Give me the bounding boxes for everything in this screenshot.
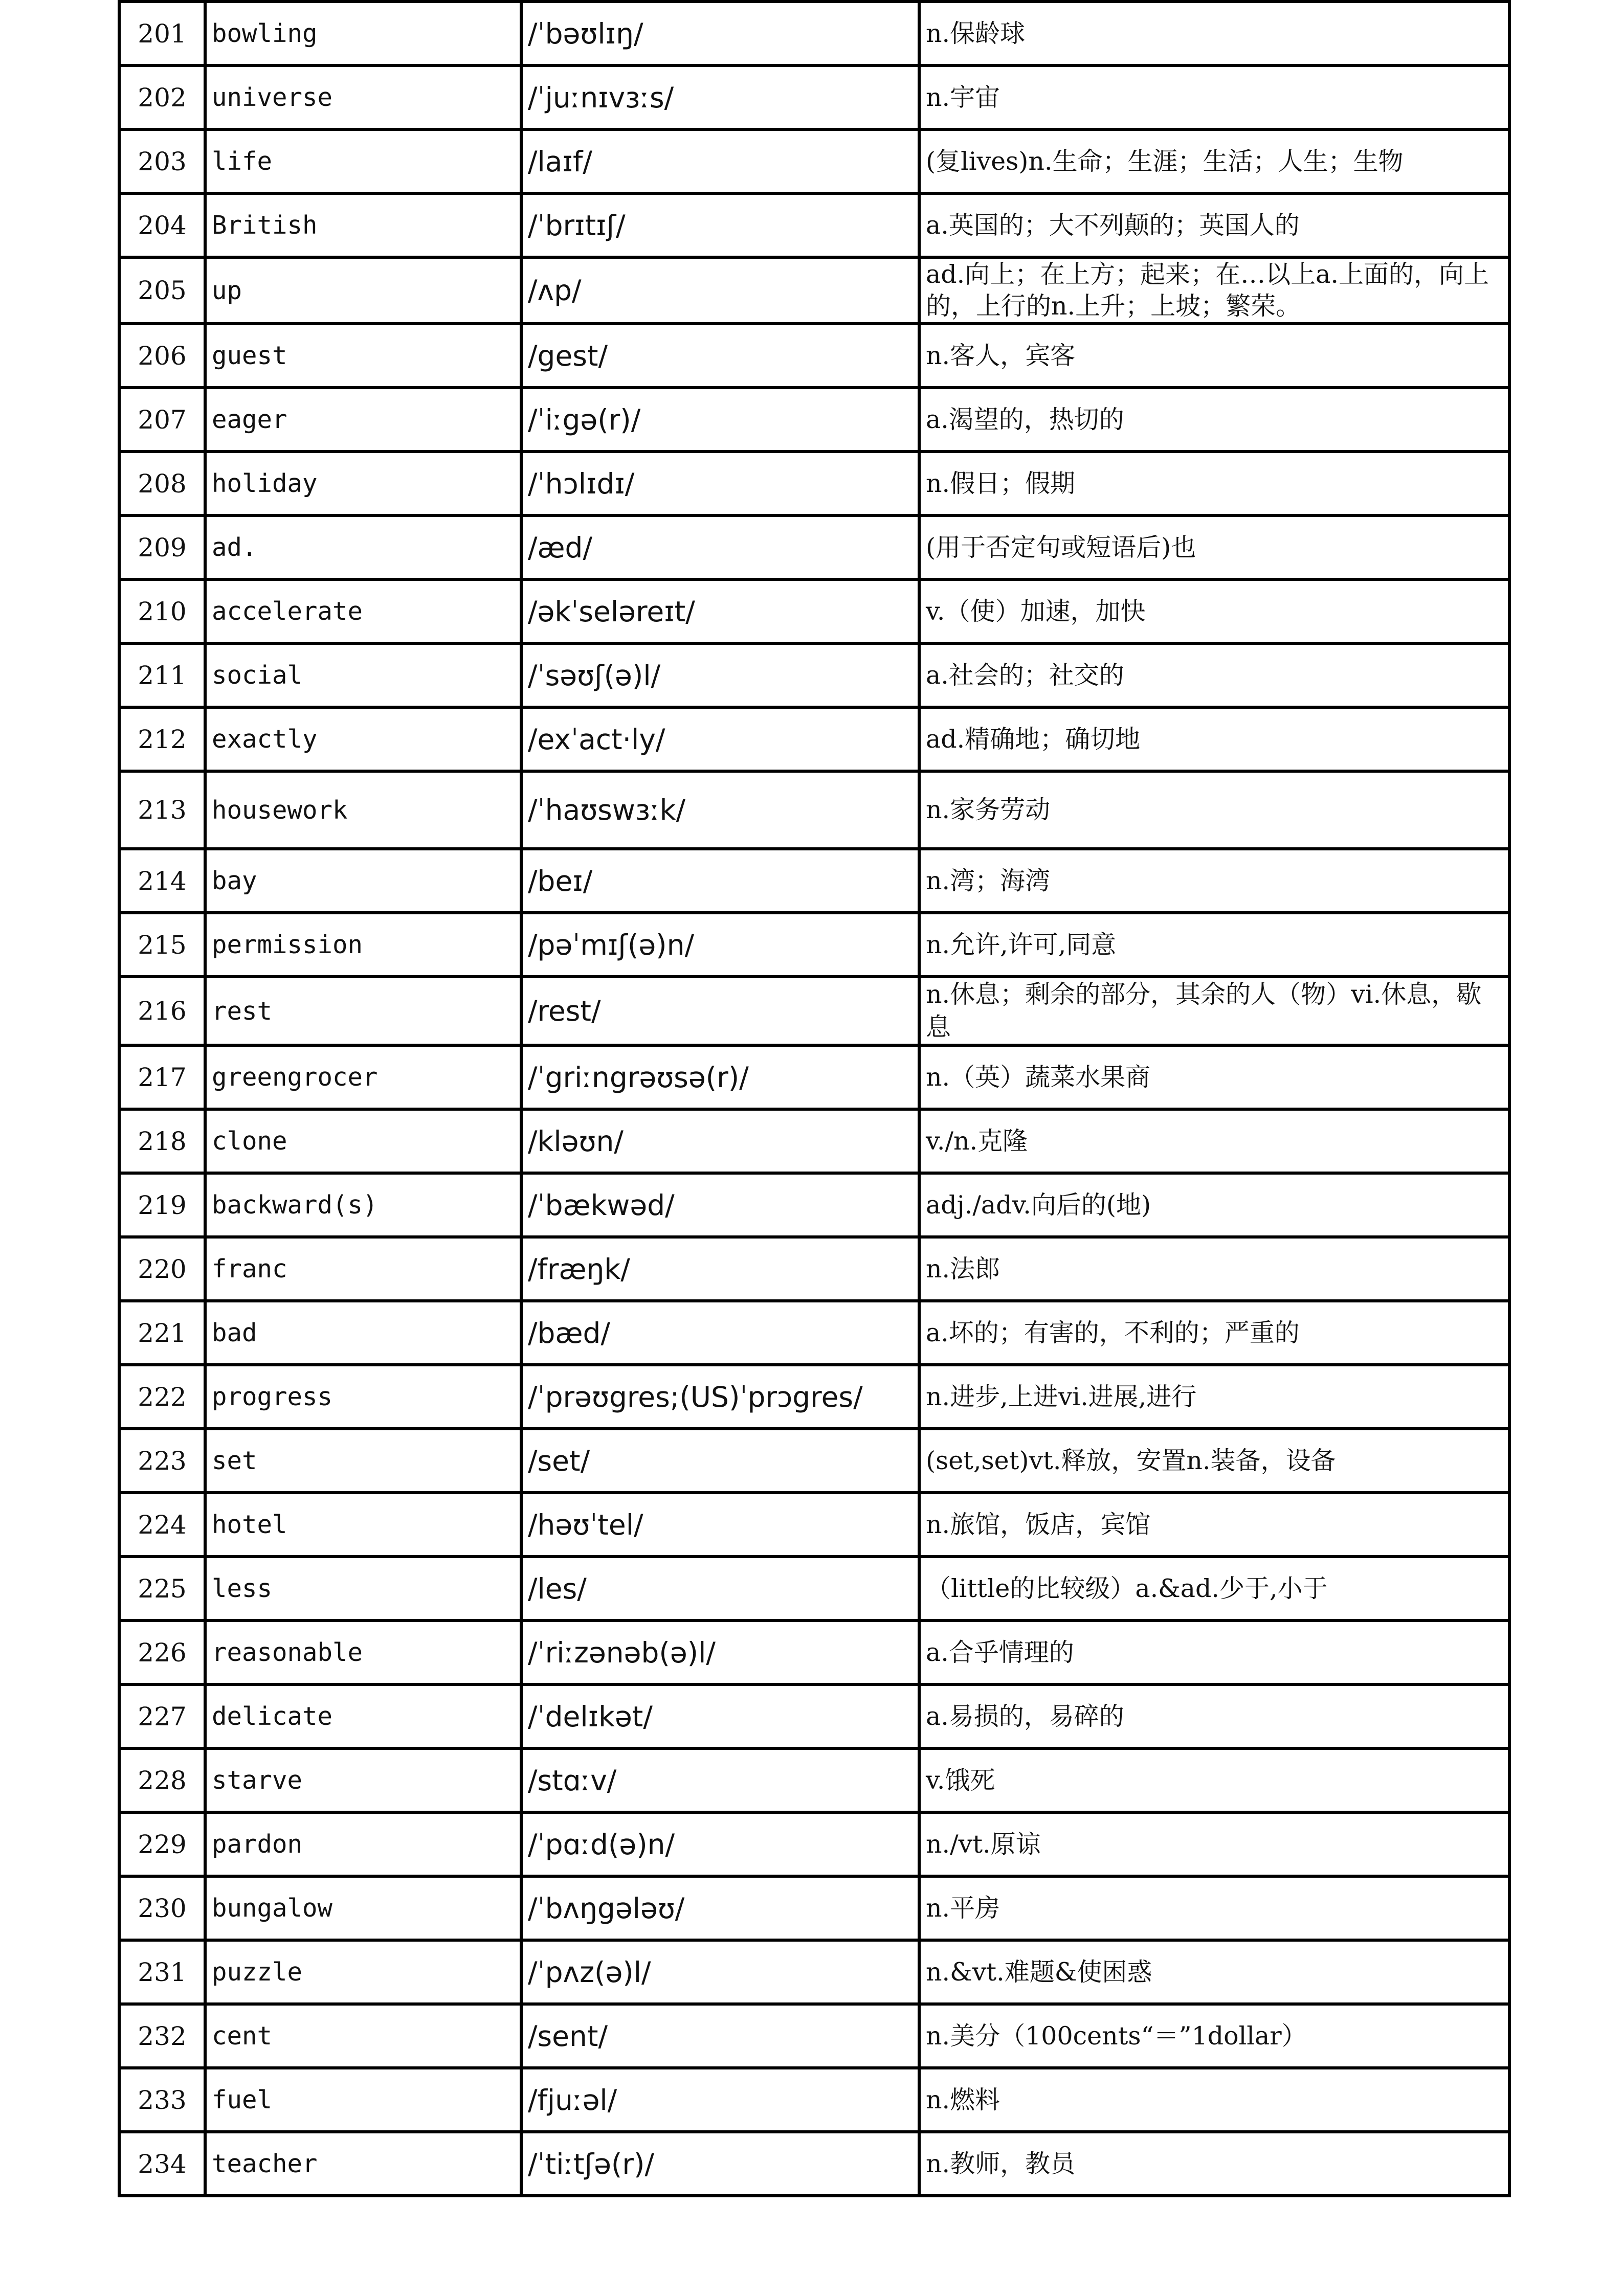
- table-row: [119, 1812, 1509, 1876]
- table-row: [119, 1045, 1509, 1109]
- entry-phonetic: /pəˈmɪʃ(ə)n/: [521, 913, 919, 977]
- entry-word: hotel: [205, 1493, 521, 1557]
- entry-definition: n.&vt.难题&使困惑: [919, 1940, 1509, 2004]
- table-row: [119, 193, 1509, 257]
- entry-number: 218: [119, 1109, 205, 1173]
- entry-word: fuel: [205, 2068, 521, 2132]
- table-row: [119, 129, 1509, 193]
- entry-number: 205: [119, 257, 205, 324]
- entry-word: ad.: [205, 515, 521, 579]
- entry-definition: n.客人，宾客: [919, 324, 1509, 388]
- entry-definition: a.合乎情理的: [919, 1620, 1509, 1684]
- entry-definition: n.允许,许可,同意: [919, 913, 1509, 977]
- entry-phonetic: /ˈjuːnɪvɜːs/: [521, 65, 919, 129]
- entry-number: 223: [119, 1429, 205, 1493]
- entry-word: holiday: [205, 452, 521, 515]
- table-row: [119, 1684, 1509, 1748]
- entry-phonetic: /stɑːv/: [521, 1748, 919, 1812]
- entry-number: 209: [119, 515, 205, 579]
- entry-phonetic: /ˈsəʊʃ(ə)l/: [521, 643, 919, 707]
- entry-number: 221: [119, 1301, 205, 1365]
- entry-word: life: [205, 129, 521, 193]
- entry-phonetic: /ʌp/: [521, 257, 919, 324]
- entry-definition: n.美分（100cents“＝”1dollar）: [919, 2004, 1509, 2068]
- entry-number: 208: [119, 452, 205, 515]
- entry-definition: n.休息；剩余的部分，其余的人（物）vi.休息，歇息: [919, 977, 1509, 1045]
- entry-number: 204: [119, 193, 205, 257]
- entry-number: 231: [119, 1940, 205, 2004]
- entry-phonetic: /ˈbʌŋgələʊ/: [521, 1876, 919, 1940]
- entry-word: teacher: [205, 2132, 521, 2196]
- entry-number: 226: [119, 1620, 205, 1684]
- table-row: [119, 2132, 1509, 2196]
- entry-number: 230: [119, 1876, 205, 1940]
- entry-phonetic: /ˈpʌz(ə)l/: [521, 1940, 919, 2004]
- table-row: [119, 65, 1509, 129]
- table-row: [119, 1748, 1509, 1812]
- entry-word: franc: [205, 1237, 521, 1301]
- entry-number: 217: [119, 1045, 205, 1109]
- table-row: [119, 707, 1509, 771]
- entry-phonetic: /gest/: [521, 324, 919, 388]
- entry-phonetic: /sent/: [521, 2004, 919, 2068]
- entry-phonetic: /rest/: [521, 977, 919, 1045]
- entry-word: bad: [205, 1301, 521, 1365]
- entry-word: exactly: [205, 707, 521, 771]
- entry-phonetic: /les/: [521, 1557, 919, 1620]
- table-row: [119, 1173, 1509, 1237]
- entry-number: 224: [119, 1493, 205, 1557]
- entry-definition: ad.向上；在上方；起来；在…以上a.上面的，向上的，上行的n.上升；上坡；繁荣。: [919, 257, 1509, 324]
- table-row: [119, 257, 1509, 324]
- entry-phonetic: /fræŋk/: [521, 1237, 919, 1301]
- entry-word: set: [205, 1429, 521, 1493]
- entry-number: 203: [119, 129, 205, 193]
- entry-definition: n.法郎: [919, 1237, 1509, 1301]
- table-row: [119, 643, 1509, 707]
- entry-phonetic: /fjuːəl/: [521, 2068, 919, 2132]
- entry-phonetic: /beɪ/: [521, 849, 919, 913]
- table-row: [119, 1109, 1509, 1173]
- entry-word: up: [205, 257, 521, 324]
- entry-phonetic: /ˈdelɪkət/: [521, 1684, 919, 1748]
- entry-number: 227: [119, 1684, 205, 1748]
- entry-definition: n.教师，教员: [919, 2132, 1509, 2196]
- entry-phonetic: /bæd/: [521, 1301, 919, 1365]
- entry-number: 219: [119, 1173, 205, 1237]
- entry-definition: （little的比较级）a.&ad.少于,小于: [919, 1557, 1509, 1620]
- entry-phonetic: /ˈpɑːd(ə)n/: [521, 1812, 919, 1876]
- table-row: [119, 388, 1509, 452]
- vocabulary-table: [118, 0, 1511, 2197]
- entry-definition: n./vt.原谅: [919, 1812, 1509, 1876]
- entry-word: universe: [205, 65, 521, 129]
- table-row: [119, 324, 1509, 388]
- entry-number: 225: [119, 1557, 205, 1620]
- entry-phonetic: /ˈtiːtʃə(r)/: [521, 2132, 919, 2196]
- entry-word: pardon: [205, 1812, 521, 1876]
- entry-word: clone: [205, 1109, 521, 1173]
- entry-word: less: [205, 1557, 521, 1620]
- entry-word: guest: [205, 324, 521, 388]
- entry-number: 215: [119, 913, 205, 977]
- entry-definition: v.饿死: [919, 1748, 1509, 1812]
- entry-word: starve: [205, 1748, 521, 1812]
- entry-word: bay: [205, 849, 521, 913]
- entry-number: 214: [119, 849, 205, 913]
- entry-definition: a.社会的；社交的: [919, 643, 1509, 707]
- entry-phonetic: /ˈbrɪtɪʃ/: [521, 193, 919, 257]
- entry-definition: v.（使）加速，加快: [919, 579, 1509, 643]
- entry-word: cent: [205, 2004, 521, 2068]
- entry-definition: (set,set)vt.释放，安置n.装备，设备: [919, 1429, 1509, 1493]
- entry-definition: n.家务劳动: [919, 771, 1509, 849]
- table-row: [119, 2004, 1509, 2068]
- entry-phonetic: /æd/: [521, 515, 919, 579]
- entry-phonetic: /ˈbəʊlɪŋ/: [521, 2, 919, 65]
- table-row: [119, 849, 1509, 913]
- entry-definition: (复lives)n.生命；生涯；生活；人生；生物: [919, 129, 1509, 193]
- entry-word: British: [205, 193, 521, 257]
- entry-number: 212: [119, 707, 205, 771]
- entry-word: housework: [205, 771, 521, 849]
- entry-word: delicate: [205, 1684, 521, 1748]
- entry-number: 206: [119, 324, 205, 388]
- entry-number: 210: [119, 579, 205, 643]
- entry-phonetic: /kləʊn/: [521, 1109, 919, 1173]
- entry-number: 229: [119, 1812, 205, 1876]
- entry-phonetic: /ˈhɔlɪdɪ/: [521, 452, 919, 515]
- entry-definition: v./n.克隆: [919, 1109, 1509, 1173]
- entry-word: accelerate: [205, 579, 521, 643]
- table-row: [119, 1620, 1509, 1684]
- table-row: [119, 2068, 1509, 2132]
- entry-number: 207: [119, 388, 205, 452]
- entry-word: reasonable: [205, 1620, 521, 1684]
- entry-definition: n.燃料: [919, 2068, 1509, 2132]
- entry-word: rest: [205, 977, 521, 1045]
- table-row: [119, 771, 1509, 849]
- entry-definition: n.平房: [919, 1876, 1509, 1940]
- entry-definition: n.旅馆，饭店，宾馆: [919, 1493, 1509, 1557]
- entry-number: 220: [119, 1237, 205, 1301]
- entry-definition: ad.精确地；确切地: [919, 707, 1509, 771]
- entry-definition: (用于否定句或短语后)也: [919, 515, 1509, 579]
- vocabulary-table-body: [119, 2, 1509, 2196]
- table-row: [119, 1301, 1509, 1365]
- table-row: [119, 515, 1509, 579]
- entry-phonetic: /ˈgriːngrəʊsə(r)/: [521, 1045, 919, 1109]
- entry-word: permission: [205, 913, 521, 977]
- entry-word: bowling: [205, 2, 521, 65]
- entry-word: greengrocer: [205, 1045, 521, 1109]
- entry-word: eager: [205, 388, 521, 452]
- entry-number: 233: [119, 2068, 205, 2132]
- entry-definition: n.宇宙: [919, 65, 1509, 129]
- entry-phonetic: /əkˈseləreɪt/: [521, 579, 919, 643]
- table-row: [119, 977, 1509, 1045]
- entry-number: 222: [119, 1365, 205, 1429]
- entry-phonetic: /set/: [521, 1429, 919, 1493]
- entry-number: 228: [119, 1748, 205, 1812]
- entry-number: 202: [119, 65, 205, 129]
- entry-definition: n.湾；海湾: [919, 849, 1509, 913]
- table-row: [119, 1940, 1509, 2004]
- table-row: [119, 1365, 1509, 1429]
- entry-definition: n.保龄球: [919, 2, 1509, 65]
- entry-definition: a.渴望的，热切的: [919, 388, 1509, 452]
- entry-definition: a.易损的，易碎的: [919, 1684, 1509, 1748]
- entry-definition: a.坏的；有害的，不利的；严重的: [919, 1301, 1509, 1365]
- table-row: [119, 1493, 1509, 1557]
- entry-word: social: [205, 643, 521, 707]
- table-row: [119, 2, 1509, 65]
- entry-word: progress: [205, 1365, 521, 1429]
- entry-word: bungalow: [205, 1876, 521, 1940]
- table-row: [119, 1557, 1509, 1620]
- entry-definition: adj./adv.向后的(地): [919, 1173, 1509, 1237]
- entry-phonetic: /exˈact·ly/: [521, 707, 919, 771]
- entry-phonetic: /həʊˈtel/: [521, 1493, 919, 1557]
- entry-definition: n.假日；假期: [919, 452, 1509, 515]
- entry-phonetic: /ˈprəʊgres;(US)ˈprɔgres/: [521, 1365, 919, 1429]
- entry-number: 234: [119, 2132, 205, 2196]
- entry-phonetic: /laɪf/: [521, 129, 919, 193]
- entry-number: 213: [119, 771, 205, 849]
- entry-word: puzzle: [205, 1940, 521, 2004]
- entry-phonetic: /ˈriːzənəb(ə)l/: [521, 1620, 919, 1684]
- entry-definition: a.英国的；大不列颠的；英国人的: [919, 193, 1509, 257]
- entry-phonetic: /ˈhaʊswɜːk/: [521, 771, 919, 849]
- table-row: [119, 452, 1509, 515]
- entry-number: 211: [119, 643, 205, 707]
- entry-phonetic: /ˈiːgə(r)/: [521, 388, 919, 452]
- table-row: [119, 1429, 1509, 1493]
- entry-number: 232: [119, 2004, 205, 2068]
- entry-definition: n.（英）蔬菜水果商: [919, 1045, 1509, 1109]
- table-row: [119, 913, 1509, 977]
- table-row: [119, 1237, 1509, 1301]
- entry-number: 216: [119, 977, 205, 1045]
- table-row: [119, 1876, 1509, 1940]
- entry-phonetic: /ˈbækwəd/: [521, 1173, 919, 1237]
- entry-definition: n.进步,上进vi.进展,进行: [919, 1365, 1509, 1429]
- entry-number: 201: [119, 2, 205, 65]
- table-row: [119, 579, 1509, 643]
- entry-word: backward(s): [205, 1173, 521, 1237]
